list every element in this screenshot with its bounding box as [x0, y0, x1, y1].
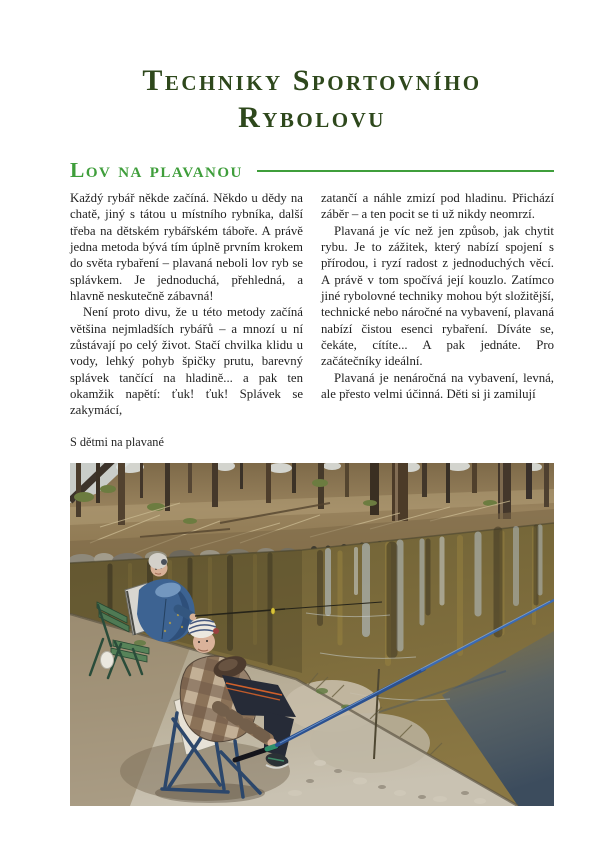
- right-column: [321, 190, 554, 419]
- page-content: [0, 62, 612, 806]
- page-title: [70, 62, 554, 136]
- left-column: [70, 190, 303, 419]
- float-bobber: [271, 608, 275, 614]
- paragraph: zatančí a náhle zmizí pod hladinu. Přichází záběr – a ten pocit se ti už nikdy neomrzí.: [321, 191, 554, 222]
- photo-children-fishing: [70, 463, 554, 806]
- paragraph: Plavaná je nenáročná na vybavení, levná, ale přesto velmi účinná. Děti si ji zamilují: [321, 370, 554, 402]
- photo-caption: S dětmi na plavané: [70, 434, 164, 449]
- text-columns: [70, 190, 554, 419]
- page-title-line1: Techniky Sportovního: [142, 64, 482, 97]
- section-heading: Lov na plavanou: [70, 158, 243, 182]
- white-bag: [101, 651, 114, 668]
- photo-illustration: [70, 463, 554, 806]
- heading-rule-divider: [257, 170, 554, 172]
- paragraph: Plavaná je víc než jen způsob, jak chytit rybu. Je to zážitek, který nabízí spojení s přírodou, i ryzí radost z jednoduchých věcí. A právě v tom spočívá její kouzlo. Zatímco jiné rybolovné techniky mohou být složitější, technické nebo náročné na vybavení, plavaná nabízí čistou esenci rybaření. Díváte se, čekáte, cítíte... A pak jednáte. Pro začátečníky ideální.: [321, 223, 554, 369]
- paragraph: Není proto divu, že u této metody začíná většina nejmladších rybářů – a mnozí u ní zůstávají po celý život. Stačí chvilka klidu u vody, lehký pohyb špičky prutu, barevný splávek tančící na hladině... a pak ten okamžik napětí: ťuk! ťuk! Splávek se zakymácí,: [70, 305, 303, 418]
- book-page: [0, 62, 612, 862]
- paragraph: Každý rybář někde začíná. Někdo u dědy na chatě, jiný s tátou u místního rybníka, další třeba na dětském rybářském táboře. A právě jedna metoda bývá tím úplně prvním krokem do světa rybaření – plavaná neboli lov ryb se splávkem. Je jednoduchá, přehledná, a hlavně neskutečně zábavná!: [70, 191, 303, 304]
- section-heading-row: [70, 158, 554, 183]
- page-title-line2: Rybolovu: [238, 101, 386, 134]
